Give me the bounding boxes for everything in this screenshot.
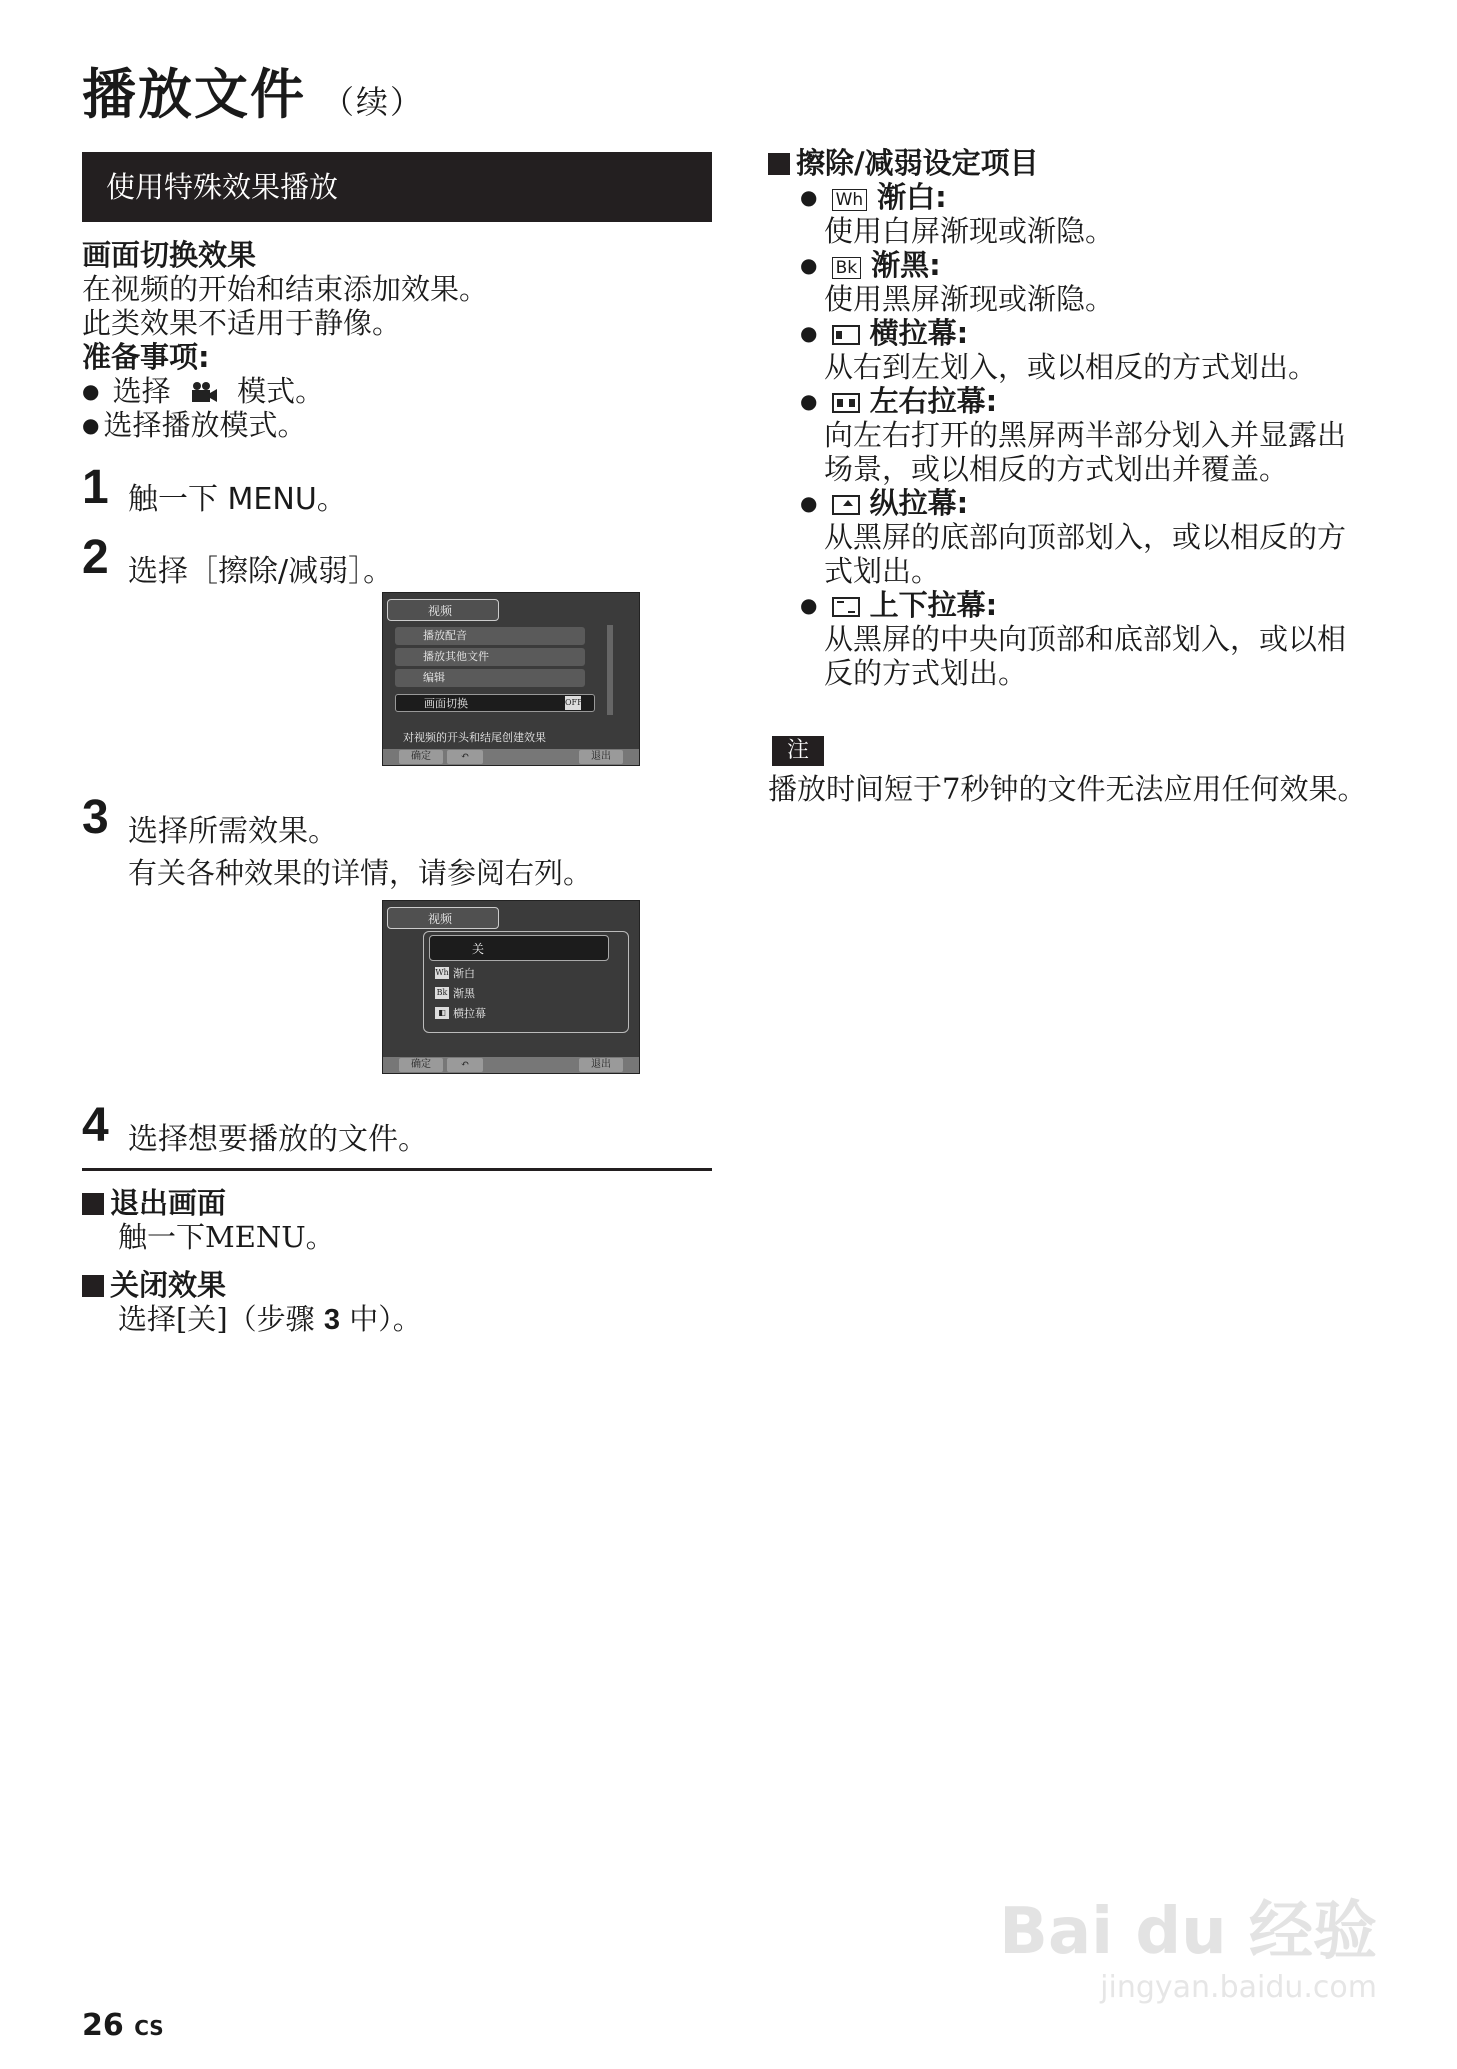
item-black-desc: 使用黑屏渐现或渐隐。 [824,282,1115,316]
back-icon: ↶ [447,750,483,764]
divider [82,1168,712,1171]
effect-item-white: 渐白 [453,967,475,980]
effect-item-wipe: 横拉幕 [453,1007,486,1020]
menu-row-wipe: 画面切换 [395,694,595,712]
step-4-number: 4 [82,1099,109,1152]
scroll-icon [832,495,860,515]
item-scroll-desc-1: 从黑屏的底部向顶部划入，或以相反的方 [824,520,1347,554]
item-wipe-desc: 从右到左划入，或以相反的方式划出。 [824,350,1318,384]
baidu-watermark-url: jingyan.baidu.com [1100,1970,1377,2005]
black-fade-icon: Bk [832,257,862,279]
step-3-number: 3 [82,791,109,844]
menu-row-other-file: 播放其他文件 [395,648,585,666]
item-white-desc: 使用白屏渐现或渐隐。 [824,214,1115,248]
menu-screenshot-2 [382,900,640,1074]
exit-heading: 退出画面 [82,1186,226,1220]
item-black: ● Bk 渐黑: [800,248,941,285]
subhead: 画面切换效果 [82,238,257,272]
off-text: 选择[关]（步骤 3 中）。 [118,1302,422,1336]
prep-item-2: ● 选择播放模式。 [82,408,306,445]
item-door: ● 左右拉幕: [800,384,997,421]
item-shutter: ● 上下拉幕: [800,588,997,625]
off-heading: 关闭效果 [82,1268,226,1302]
exit-button: 退出 [579,750,623,764]
effect-item-off: 关 [429,935,609,961]
desc-line-2: 此类效果不适用于静像。 [82,306,402,340]
step-3-sub: 有关各种效果的详情，请参阅右列。 [128,856,593,890]
wipe-icon [832,325,860,345]
item-white: ● Wh 渐白: [800,180,947,217]
step-3-text: 选择所需效果。 [128,814,338,849]
scrollbar [607,625,613,715]
step-1-text: 触一下 MENU。 [128,482,347,517]
step-2-number: 2 [82,531,109,584]
screen-caption: 对视频的开头和结尾创建效果 [403,731,546,744]
menu-row-edit: 编辑 [395,669,585,687]
baidu-watermark-logo: Bai du 经验 [999,1895,1377,1969]
step-4-text: 选择想要播放的文件。 [128,1122,428,1157]
off-icon: OFF [565,696,581,710]
item-wipe: ● 横拉幕: [800,316,968,353]
desc-line-1: 在视频的开始和结束添加效果。 [82,272,489,306]
movie-camera-icon [190,376,218,398]
back-icon: ↶ [447,1058,483,1072]
item-scroll: ● 纵拉幕: [800,486,968,523]
black-fade-icon: Bk [436,988,448,997]
white-fade-icon: Wh [832,189,868,211]
shutter-icon [832,597,860,617]
item-door-desc-1: 向左右打开的黑屏两半部分划入并显露出 [824,418,1347,452]
video-tab: 视频 [387,599,499,621]
exit-text: 触一下MENU。 [118,1220,335,1254]
item-door-desc-2: 场景，或以相反的方式划出并覆盖。 [824,452,1289,486]
door-icon [832,393,860,413]
video-tab: 视频 [387,907,499,929]
prep-item-1: ● 选择 模式。 [82,374,324,411]
menu-screenshot-1 [382,592,640,766]
effect-item-black: 渐黑 [453,987,475,1000]
item-scroll-desc-2: 式划出。 [824,554,941,588]
page-title: 播放文件 （续） [82,63,425,126]
prep-heading: 准备事项: [82,340,210,374]
item-shutter-desc-2: 反的方式划出。 [824,656,1028,690]
settings-heading: 擦除/减弱设定项目 [768,146,1039,180]
menu-row-dubbing: 播放配音 [395,627,585,645]
exit-button: 退出 [579,1058,623,1072]
note-text: 播放时间短于7秒钟的文件无法应用任何效果。 [768,772,1367,806]
page-number: 26 CS [82,2008,164,2043]
ok-button: 确定 [399,750,443,764]
wipe-icon: ◧ [435,1007,449,1019]
item-shutter-desc-1: 从黑屏的中央向顶部和底部划入，或以相 [824,622,1347,656]
section-header: 使用特殊效果播放 [82,152,712,222]
step-2-text: 选择［擦除/减弱］。 [128,554,394,589]
white-fade-icon: Wh [435,968,449,977]
note-label: 注 [772,736,824,766]
step-1-number: 1 [82,461,109,514]
ok-button: 确定 [399,1058,443,1072]
title-suffix: （续） [322,83,425,121]
